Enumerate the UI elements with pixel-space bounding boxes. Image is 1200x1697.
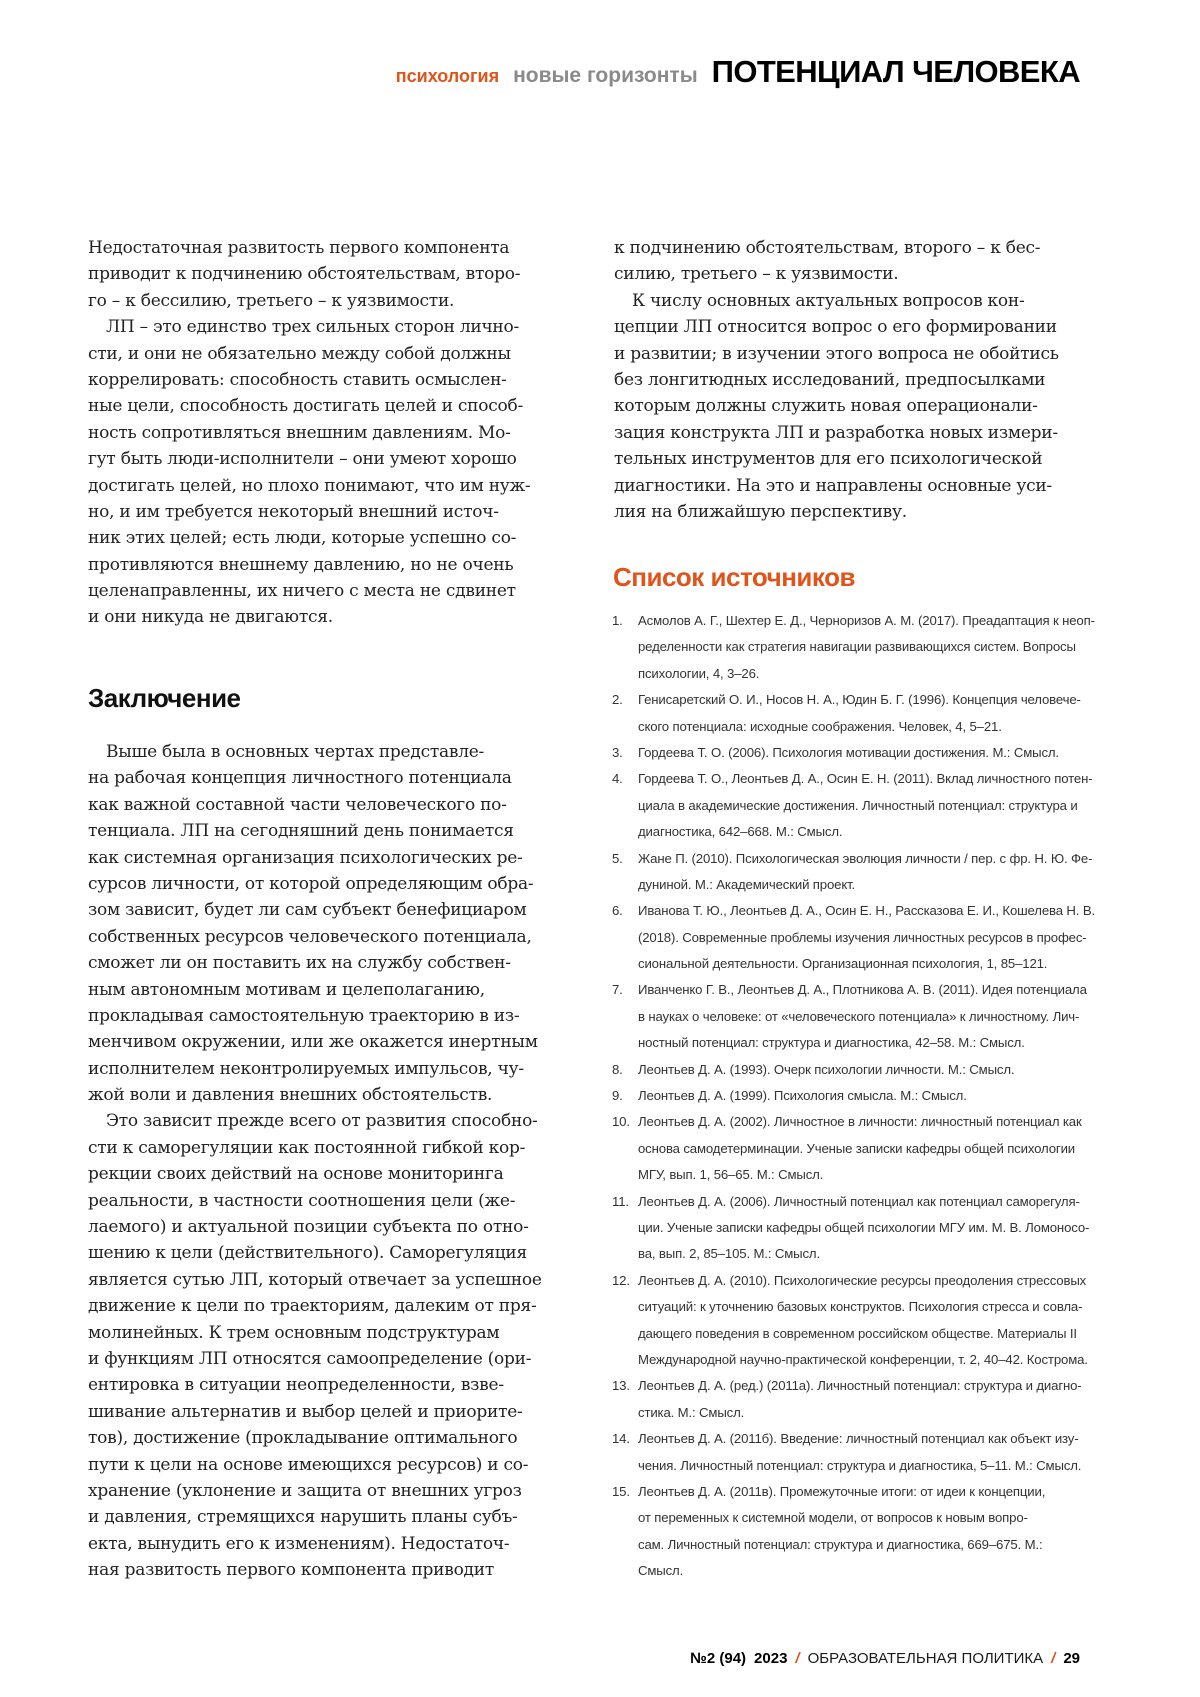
text-line: силию, третьего – к уязвимости. — [614, 261, 1124, 287]
text-line: К числу основных актуальных вопросов кон- — [614, 288, 1124, 314]
text-line: Асмолов А. Г., Шехтер Е. Д., Черноризов А. М. (2017). Преадаптация к неоп- — [638, 608, 1095, 634]
text-line: ва, вып. 2, 85–105. М.: Смысл. — [638, 1241, 1089, 1267]
reference-text — [638, 1057, 1014, 1083]
footer-page-number: 29 — [1063, 1650, 1080, 1667]
text-line: сможет ли он поставить их на службу собствен- — [88, 950, 598, 976]
reference-number: 7. — [612, 977, 638, 1056]
text-line: Леонтьев Д. А. (2011б). Введение: личностный потенциал как объект изу- — [638, 1426, 1081, 1452]
text-line: целенаправленны, их ничего с места не сдвинет — [88, 578, 598, 604]
reference-text — [638, 898, 1095, 977]
text-line: в науках о человеке: от «человеческого потенциала» к личностному. Лич- — [638, 1004, 1087, 1030]
text-line: сти, и они не обязательно между собой должны — [88, 341, 598, 367]
text-line: ность сопротивляться внешним давлениям. Мо- — [88, 420, 598, 446]
text-line: тельных инструментов для его психологической — [614, 446, 1124, 472]
text-line: Гордеева Т. О., Леонтьев Д. А., Осин Е. Н. (2011). Вклад личностного потен- — [638, 766, 1092, 792]
text-line: дуниной. М.: Академический проект. — [638, 872, 1092, 898]
reference-number: 2. — [612, 687, 638, 740]
text-line: тенциала. ЛП на сегодняшний день понимается — [88, 818, 598, 844]
reference-text — [638, 740, 1059, 766]
paragraph — [614, 288, 1124, 526]
text-line: Выше была в основных чертах представле- — [88, 739, 598, 765]
text-line: является сутью ЛП, который отвечает за успешное — [88, 1267, 598, 1293]
text-line: достигать целей, но плохо понимают, что им нуж- — [88, 473, 598, 499]
text-line: шению к цели (действительного). Саморегуляция — [88, 1240, 598, 1266]
text-line: зом зависит, будет ли сам субъект бенефициаром — [88, 897, 598, 923]
text-line: ского потенциала: исходные соображения. Человек, 4, 5–21. — [638, 714, 1081, 740]
text-line: молинейных. К трем основным подструктурам — [88, 1320, 598, 1346]
reference-number: 1. — [612, 608, 638, 687]
reference-number: 9. — [612, 1083, 638, 1109]
references-heading: Список источников — [613, 562, 855, 593]
text-line: рекции своих действий на основе мониторинга — [88, 1161, 598, 1187]
text-line: шивание альтернатив и выбор целей и приорите- — [88, 1399, 598, 1425]
reference-item — [612, 1479, 1132, 1585]
right-column-text — [614, 235, 1124, 525]
text-line: Леонтьев Д. А. (2006). Личностный потенциал как потенциал саморегуля- — [638, 1189, 1089, 1215]
text-line: которым должны служить новая операционали- — [614, 393, 1124, 419]
text-line: противляются внешнему давлению, но не очень — [88, 552, 598, 578]
reference-number: 3. — [612, 740, 638, 766]
header-subrubric: новые горизонты — [513, 64, 698, 88]
text-line: Гордеева Т. О. (2006). Психология мотивации достижения. М.: Смысл. — [638, 740, 1059, 766]
reference-item — [612, 1268, 1132, 1374]
text-line: екта, вынудить его к изменениям). Недостаточ- — [88, 1531, 598, 1557]
text-line: сти к саморегуляции как постоянной гибкой кор- — [88, 1135, 598, 1161]
text-line: без лонгитюдных исследований, предпосылками — [614, 367, 1124, 393]
reference-text — [638, 1479, 1045, 1585]
text-line: цепции ЛП относится вопрос о его формировании — [614, 314, 1124, 340]
text-line: реальности, в частности соотношения цели (же- — [88, 1188, 598, 1214]
text-line: Недостаточная развитость первого компонента — [88, 235, 598, 261]
reference-item — [612, 740, 1132, 766]
reference-text — [638, 687, 1081, 740]
footer-year: 2023 — [754, 1650, 787, 1667]
text-line: но, и им требуется некоторый внешний источ- — [88, 499, 598, 525]
text-line: жой воли и давления внешних обстоятельств. — [88, 1082, 598, 1108]
text-line: ределенности как стратегия навигации развивающихся систем. Вопросы — [638, 634, 1095, 660]
text-line: ции. Ученые записки кафедры общей психологии МГУ им. М. В. Ломоносо- — [638, 1215, 1089, 1241]
reference-item — [612, 1189, 1132, 1268]
text-line: и давления, стремящихся нарушить планы субъ- — [88, 1504, 598, 1530]
text-line: Иванченко Г. В., Леонтьев Д. А., Плотникова А. В. (2011). Идея потенциала — [638, 977, 1087, 1003]
text-line: го – к бессилию, третьего – к уязвимости. — [88, 288, 598, 314]
text-line: прокладывая самостоятельную траекторию в из- — [88, 1003, 598, 1029]
text-line: Международной научно-практической конференции, т. 2, 40–42. Кострома. — [638, 1347, 1088, 1373]
page-footer — [690, 1650, 1080, 1667]
running-header — [396, 54, 1080, 90]
text-line: чения. Личностный потенциал: структура и диагностика, 5–11. М.: Смысл. — [638, 1453, 1081, 1479]
reference-text — [638, 977, 1087, 1056]
text-line: как системная организация психологических ре- — [88, 845, 598, 871]
reference-item — [612, 687, 1132, 740]
text-line: зация конструкта ЛП и разработка новых измери- — [614, 420, 1124, 446]
text-line: основа самодетерминации. Ученые записки кафедры общей психологии — [638, 1136, 1082, 1162]
text-line: Леонтьев Д. А. (2010). Психологические ресурсы преодоления стрессовых — [638, 1268, 1088, 1294]
text-line: Леонтьев Д. А. (2002). Личностное в личности: личностный потенциал как — [638, 1109, 1082, 1135]
text-line: собственных ресурсов человеческого потенциала, — [88, 924, 598, 950]
text-line: пути к цели на основе имеющихся ресурсов) и со- — [88, 1452, 598, 1478]
reference-item — [612, 608, 1132, 687]
reference-number: 14. — [612, 1426, 638, 1479]
text-line: Жане П. (2010). Психологическая эволюция личности / пер. с фр. Н. Ю. Фе- — [638, 846, 1092, 872]
reference-number: 15. — [612, 1479, 638, 1585]
text-line: Иванова Т. Ю., Леонтьев Д. А., Осин Е. Н., Рассказова Е. И., Кошелева Н. В. — [638, 898, 1095, 924]
text-line: коррелировать: способность ставить осмыслен- — [88, 367, 598, 393]
reference-text — [638, 846, 1092, 899]
references-list — [612, 608, 1132, 1585]
text-line: и функциям ЛП относятся самоопределение (ори- — [88, 1346, 598, 1372]
reference-item — [612, 977, 1132, 1056]
reference-text — [638, 1426, 1081, 1479]
text-line: (2018). Современные проблемы изучения личностных ресурсов в профес- — [638, 925, 1095, 951]
text-line: приводит к подчинению обстоятельствам, второ- — [88, 261, 598, 287]
text-line: психологии, 4, 3–26. — [638, 661, 1095, 687]
text-line: движение к цели по траекториям, далеким от пря- — [88, 1293, 598, 1319]
text-line: ные цели, способность достигать целей и способ- — [88, 393, 598, 419]
reference-text — [638, 1373, 1082, 1426]
text-line: ностный потенциал: структура и диагностика, 42–58. М.: Смысл. — [638, 1030, 1087, 1056]
reference-text — [638, 1268, 1088, 1374]
reference-item — [612, 1083, 1132, 1109]
text-line: сам. Личностный потенциал: структура и диагностика, 669–675. М.: — [638, 1532, 1045, 1558]
reference-item — [612, 1426, 1132, 1479]
text-line: Леонтьев Д. А. (2011в). Промежуточные итоги: от идеи к концепции, — [638, 1479, 1045, 1505]
reference-text — [638, 1109, 1082, 1188]
text-line: от переменных к системной модели, от вопросов к новым вопро- — [638, 1505, 1045, 1531]
header-rubric: психология — [396, 66, 499, 87]
text-line: ная развитость первого компонента приводит — [88, 1557, 598, 1583]
text-line: Смысл. — [638, 1558, 1045, 1584]
reference-text — [638, 1189, 1089, 1268]
reference-text — [638, 766, 1092, 845]
reference-number: 10. — [612, 1109, 638, 1188]
text-line: МГУ, вып. 1, 56–65. М.: Смысл. — [638, 1162, 1082, 1188]
reference-number: 5. — [612, 846, 638, 899]
reference-number: 6. — [612, 898, 638, 977]
text-line: и они никуда не двигаются. — [88, 604, 598, 630]
text-line: лаемого) и актуальной позиции субъекта по отно- — [88, 1214, 598, 1240]
reference-item — [612, 898, 1132, 977]
text-line: и развитии; в изучении этого вопроса не обойтись — [614, 341, 1124, 367]
left-column-top — [88, 235, 598, 631]
text-line: тов), достижение (прокладывание оптимального — [88, 1425, 598, 1451]
reference-item — [612, 846, 1132, 899]
reference-text — [638, 608, 1095, 687]
text-line: диагностика, 642–668. М.: Смысл. — [638, 819, 1092, 845]
reference-item — [612, 1373, 1132, 1426]
paragraph — [88, 1108, 598, 1583]
text-line: циала в академические достижения. Личностный потенциал: структура и — [638, 793, 1092, 819]
footer-journal: ОБРАЗОВАТЕЛЬНАЯ ПОЛИТИКА — [808, 1650, 1044, 1667]
text-line: Генисаретский О. И., Носов Н. А., Юдин Б. Г. (1996). Концепция человече- — [638, 687, 1081, 713]
text-line: сурсов личности, от которой определяющим обра- — [88, 871, 598, 897]
text-line: дающего поведения в современном российском обществе. Материалы II — [638, 1321, 1088, 1347]
text-line: Леонтьев Д. А. (1993). Очерк психологии личности. М.: Смысл. — [638, 1057, 1014, 1083]
text-line: хранение (уклонение и защита от внешних угроз — [88, 1478, 598, 1504]
paragraph — [88, 235, 598, 314]
reference-number: 13. — [612, 1373, 638, 1426]
text-line: Леонтьев Д. А. (ред.) (2011а). Личностный потенциал: структура и диагно- — [638, 1373, 1082, 1399]
reference-item — [612, 1057, 1132, 1083]
header-title: ПОТЕНЦИАЛ ЧЕЛОВЕКА — [712, 54, 1080, 90]
reference-text — [638, 1083, 967, 1109]
text-line: к подчинению обстоятельствам, второго – к бес- — [614, 235, 1124, 261]
text-line: ным автономным мотивам и целеполаганию, — [88, 977, 598, 1003]
paragraph — [88, 739, 598, 1108]
text-line: стика. М.: Смысл. — [638, 1400, 1082, 1426]
left-column-conclusion — [88, 739, 598, 1584]
text-line: исполнителем неконтролируемых импульсов, чу- — [88, 1056, 598, 1082]
text-line: диагностики. На это и направлены основные уси- — [614, 473, 1124, 499]
reference-number: 8. — [612, 1057, 638, 1083]
conclusion-heading: Заключение — [88, 683, 241, 714]
reference-item — [612, 766, 1132, 845]
reference-item — [612, 1109, 1132, 1188]
text-line: ник этих целей; есть люди, которые успешно со- — [88, 525, 598, 551]
text-line: как важной составной части человеческого по- — [88, 792, 598, 818]
text-line: ЛП – это единство трех сильных сторон лично- — [88, 314, 598, 340]
reference-number: 12. — [612, 1268, 638, 1374]
paragraph — [88, 314, 598, 631]
text-line: ситуаций: к уточнению базовых конструктов. Психология стресса и совла- — [638, 1294, 1088, 1320]
footer-issue: №2 (94) — [690, 1650, 746, 1667]
footer-separator: / — [795, 1650, 799, 1667]
text-line: сиональной деятельности. Организационная психология, 1, 85–121. — [638, 951, 1095, 977]
text-line: ентировка в ситуации неопределенности, взве- — [88, 1372, 598, 1398]
text-line: на рабочая концепция личностного потенциала — [88, 765, 598, 791]
reference-number: 11. — [612, 1189, 638, 1268]
text-line: менчивом окружении, или же окажется инертным — [88, 1029, 598, 1055]
reference-number: 4. — [612, 766, 638, 845]
text-line: лия на ближайшую перспективу. — [614, 499, 1124, 525]
paragraph — [614, 235, 1124, 288]
footer-separator: / — [1051, 1650, 1055, 1667]
text-line: гут быть люди-исполнители – они умеют хорошо — [88, 446, 598, 472]
text-line: Леонтьев Д. А. (1999). Психология смысла. М.: Смысл. — [638, 1083, 967, 1109]
text-line: Это зависит прежде всего от развития способно- — [88, 1108, 598, 1134]
